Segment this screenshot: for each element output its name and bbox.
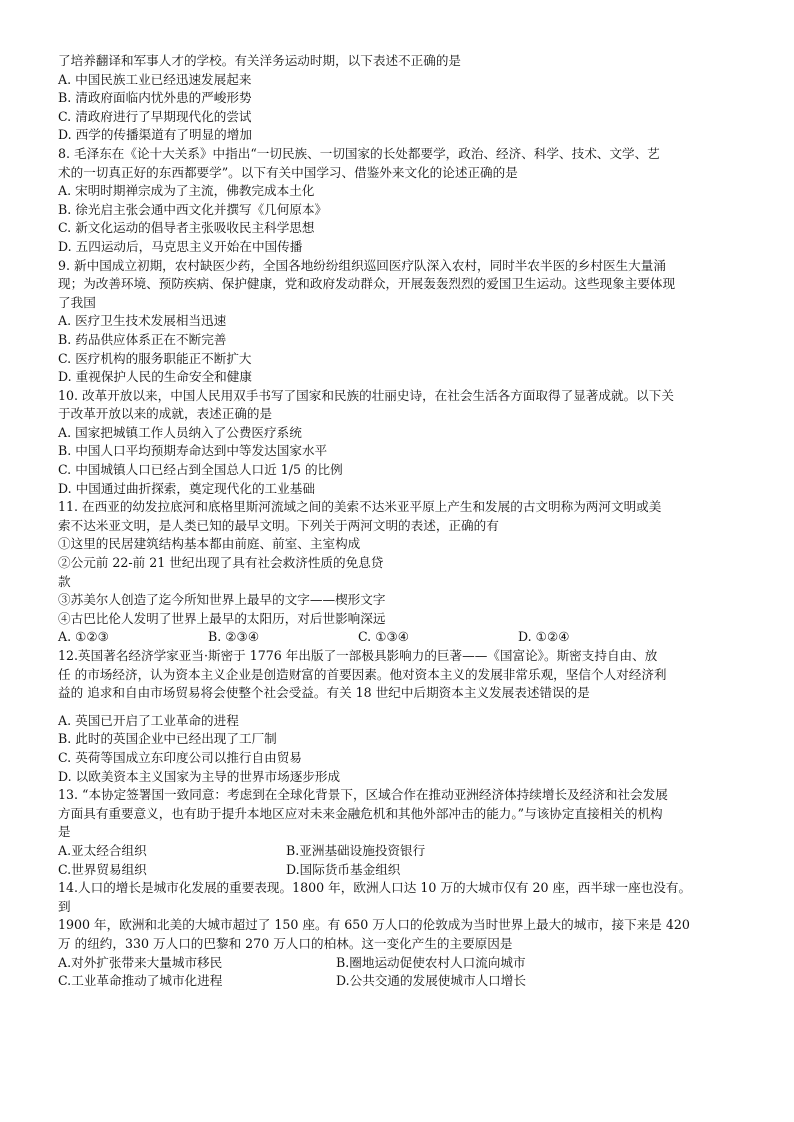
q14-option-d: D.公共交通的发展使城市人口增长 — [336, 973, 526, 989]
q11-option-c: C. ①③④ — [358, 629, 410, 645]
exam-page — [58, 52, 748, 991]
q14-stem-line1: 14.人口的增长是城市化发展的重要表现。1800 年，欧洲人口达 10 万的大城市仅有 20 座，西半球一座也没有。 — [58, 880, 692, 896]
q10-stem-line1: 10. 改革开放以来，中国人民用双手书写了国家和民族的壮丽史诗，在社会生活各方面取得了显著成就。以下关 — [58, 387, 674, 403]
q10-option-b: B. 中国人口平均预期寿命达到中等发达国家水平 — [58, 443, 328, 459]
q10-option-a: A. 国家把城镇工作人员纳入了公费医疗系统 — [58, 424, 302, 440]
q10-stem-line2: 于改革开放以来的成就，表述正确的是 — [58, 406, 273, 422]
q13-option-c: C.世界贸易组织 — [58, 861, 147, 877]
q13-options-row2 — [58, 861, 748, 880]
q8-option-c: C. 新文化运动的倡导者主张吸收民主科学思想 — [58, 220, 315, 236]
q11-options-row — [58, 628, 748, 647]
q14-stem-line3: 1900 年，欧洲和北美的大城市超过了 150 座。有 650 万人口的伦敦成为当时世界上最大的城市，接下来是 420 — [58, 917, 690, 933]
q7-stem: 了培养翻译和军事人才的学校。有关洋务运动时期，以下表述不正确的是 — [58, 53, 461, 68]
q14-option-b: B.圈地运动促使农村人口流向城市 — [336, 954, 526, 970]
q14-option-c: C.工业革命推动了城市化进程 — [58, 973, 223, 989]
q7-option-b: B. 清政府面临内忧外患的严峻形势 — [58, 90, 252, 106]
q10-option-c: C. 中国城镇人口已经占到全国总人口近 1/5 的比例 — [58, 462, 343, 478]
q11-item-4: ④古巴比伦人发明了世界上最早的太阳历，对后世影响深远 — [58, 610, 386, 626]
q8-option-d: D. 五四运动后，马克思主义开始在中国传播 — [58, 238, 303, 254]
q14-option-a: A.对外扩张带来大量城市移民 — [58, 954, 223, 970]
q11-stem-line2: 索不达米亚文明，是人类已知的最早文明。下列关于两河文明的表述，正确的有 — [58, 517, 499, 533]
q11-option-d: D. ①②④ — [518, 629, 570, 645]
q14-stem-line4: 万 的纽约，330 万人口的巴黎和 270 万人口的柏林。这一变化产生的主要原因是 — [58, 935, 513, 951]
q7-option-c: C. 清政府进行了早期现代化的尝试 — [58, 108, 252, 124]
q9-stem-line1: 9. 新中国成立初期，农村缺医少药，全国各地纷纷组织巡回医疗队深入农村，同时半农半医的乡村医生大量涌 — [58, 257, 666, 273]
q7-option-a: A. 中国民族工业已经迅速发展起来 — [58, 71, 252, 87]
q12-stem-line2: 任 的市场经济，认为资本主义企业是创造财富的首要因素。他对资本主义的发展非常乐观，坚信个人对经济利 — [58, 666, 667, 682]
q12-stem-line1: 12.英国著名经济学家亚当·斯密于 1776 年出版了一部极具影响力的巨著——《国富论》。斯密支持自由、放 — [58, 648, 658, 663]
q11-option-a: A. ①②③ — [58, 629, 109, 645]
q13-stem-line3: 是 — [58, 824, 71, 840]
q9-option-d: D. 重视保护人民的生命安全和健康 — [58, 369, 252, 385]
q9-stem-line2: 现；为改善环境、预防疾病、保护健康，党和政府发动群众，开展轰轰烈烈的爱国卫生运动。这些现象主要体现 — [58, 276, 676, 292]
q13-options-row1 — [58, 842, 748, 861]
q12-option-c: C. 英荷等国成立东印度公司以推行自由贸易 — [58, 749, 302, 765]
q9-option-a: A. 医疗卫生技术发展相当迅速 — [58, 313, 227, 329]
spacer — [58, 703, 748, 712]
q14-options-row2 — [58, 972, 748, 991]
q8-stem-line1: 8. 毛泽东在《论十大关系》中指出“一切民族、一切国家的长处都要学，政治、经济、科学、技术、文学、艺 — [58, 145, 660, 161]
q9-option-c: C. 医疗机构的服务职能正不断扩大 — [58, 350, 252, 366]
q8-stem-line2: 术的一切真正好的东西都要学”。以下有关中国学习、借鉴外来文化的论述正确的是 — [58, 164, 518, 180]
q11-item-1: ①这里的民居建筑结构基本都由前庭、前室、主室构成 — [58, 536, 361, 552]
q13-stem-line1: 13. “本协定签署国一致同意：考虑到在全球化背景下，区域合作在推动亚洲经济体持续增长及经济和社会发展 — [58, 787, 668, 803]
q7-option-d: D. 西学的传播渠道有了明显的增加 — [58, 127, 252, 143]
q11-option-b: B. ②③④ — [208, 629, 260, 645]
q13-option-d: D.国际货币基金组织 — [286, 861, 401, 877]
q11-item-3: ③苏美尔人创造了迄今所知世界上最早的文字——楔形文字 — [58, 592, 386, 608]
q9-stem-line3: 了我国 — [58, 294, 96, 310]
q9-option-b: B. 药品供应体系正在不断完善 — [58, 331, 227, 347]
q12-option-b: B. 此时的英国企业中已经出现了工厂制 — [58, 731, 277, 747]
q14-stem-line2: 到 — [58, 898, 71, 914]
q11-item-2: ②公元前 22-前 21 世纪出现了具有社会救济性质的免息贷 — [58, 555, 384, 571]
q8-option-a: A. 宋明时期禅宗成为了主流，佛教完成本土化 — [58, 183, 315, 199]
q10-option-d: D. 中国通过曲折探索，奠定现代化的工业基础 — [58, 480, 315, 496]
q8-option-b: B. 徐光启主张会通中西文化并撰写《几何原本》 — [58, 201, 328, 217]
q12-option-a: A. 英国已开启了工业革命的进程 — [58, 712, 239, 728]
q14-options-row1 — [58, 954, 748, 973]
q11-stem-line1: 11. 在西亚的幼发拉底河和底格里斯河流域之间的美索不达米亚平原上产生和发展的古文明称为两河文明或美 — [58, 499, 662, 515]
q13-stem-line2: 方面具有重要意义，也有助于提升本地区应对未来金融危机和其他外部冲击的能力。”与该协定直接相关的机构 — [58, 805, 663, 821]
q11-item-2-wrap: 款 — [58, 573, 71, 589]
q13-option-a: A.亚太经合组织 — [58, 842, 147, 858]
q13-option-b: B.亚洲基础设施投资银行 — [286, 842, 426, 858]
q12-stem-line3: 益的 追求和自由市场贸易将会使整个社会受益。有关 18 世纪中后期资本主义发展表述错误的是 — [58, 685, 590, 701]
q12-option-d: D. 以欧美资本主义国家为主导的世界市场逐步形成 — [58, 768, 341, 784]
